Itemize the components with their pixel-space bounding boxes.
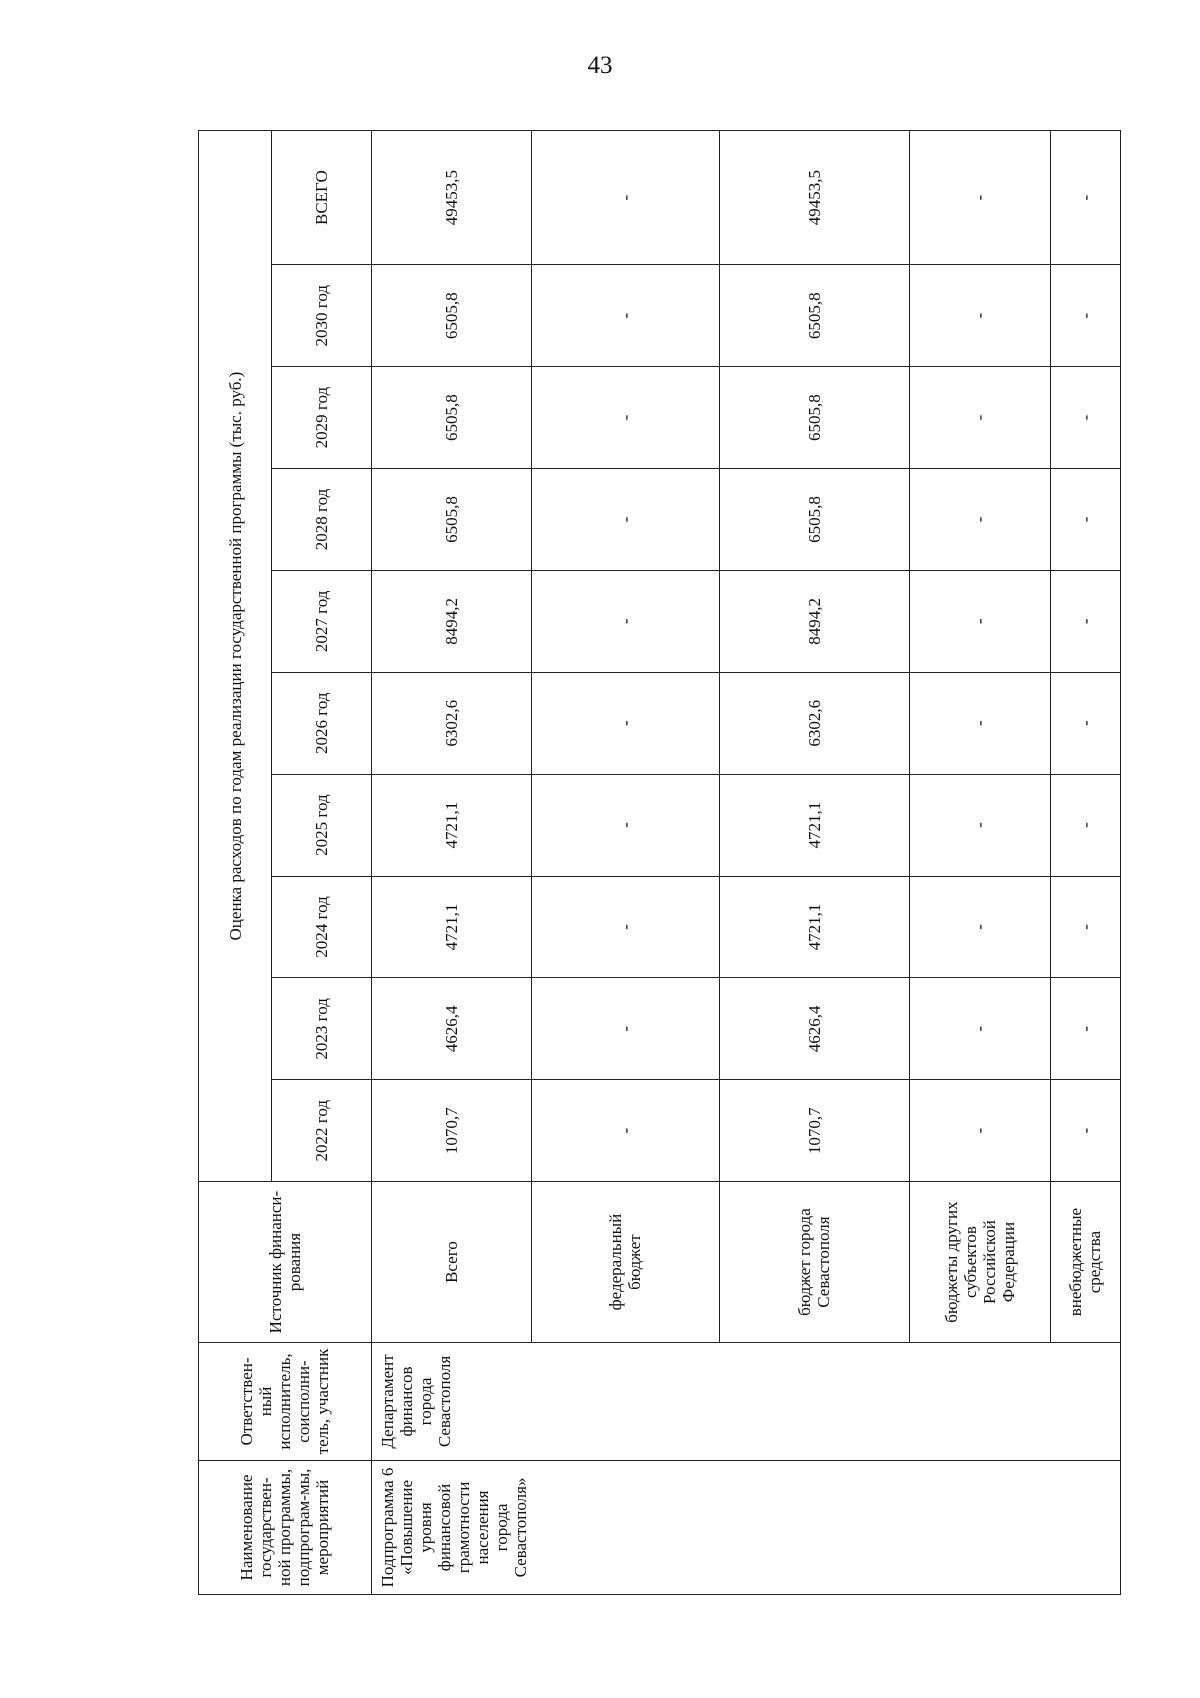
value-cell: - [910,570,1050,672]
value-cell: 6505,8 [719,469,910,571]
value-cell: - [532,265,720,367]
header-year: 2025 год [272,774,371,876]
header-year: 2029 год [272,367,371,469]
source-cell: федеральный бюджет [532,1182,720,1343]
source-cell: внебюджетные средства [1050,1182,1120,1343]
value-cell: 4626,4 [371,978,532,1080]
value-cell: - [1050,469,1120,571]
value-cell: - [1050,876,1120,978]
value-cell: 4721,1 [719,774,910,876]
value-cell: - [910,774,1050,876]
value-cell: 6505,8 [371,469,532,571]
header-responsible: Ответствен-ный исполнитель, соисполни-тель, участник [199,1343,372,1461]
header-total: ВСЕГО [272,131,371,265]
value-cell: - [532,876,720,978]
value-cell: 49453,5 [719,131,910,265]
value-cell: - [1050,1080,1120,1182]
value-cell: 4721,1 [719,876,910,978]
header-source: Источник финанси-рования [199,1182,372,1343]
source-cell: бюджет города Севастополя [719,1182,910,1343]
value-cell: - [1050,672,1120,774]
value-cell: - [532,469,720,571]
expenditure-table [198,130,1121,1595]
program-name-cell: Подпрограмма 6 «Повышение уровня финансовой грамотности населения города Севастополя» [371,1460,1120,1594]
header-year: 2030 год [272,265,371,367]
value-cell: - [1050,131,1120,265]
value-cell: - [910,1080,1050,1182]
header-year: 2023 год [272,978,371,1080]
value-cell: - [532,672,720,774]
source-cell: бюджеты других субъектов Российской Федерации [910,1182,1050,1343]
value-cell: - [532,774,720,876]
value-cell: 6505,8 [371,367,532,469]
value-cell: - [910,876,1050,978]
responsible-cell: Департамент финансов города Севастополя [371,1343,1120,1461]
value-cell: - [1050,367,1120,469]
value-cell: - [910,469,1050,571]
page-number: 43 [587,52,613,79]
value-cell: 4626,4 [719,978,910,1080]
value-cell: 8494,2 [719,570,910,672]
header-year: 2027 год [272,570,371,672]
value-cell: 6505,8 [371,265,532,367]
value-cell: - [910,131,1050,265]
value-cell: 4721,1 [371,774,532,876]
source-cell: Всего [371,1182,532,1343]
value-cell: 1070,7 [371,1080,532,1182]
header-name: Наименование государствен-ной программы, подпрограм-мы, мероприятий [199,1460,372,1594]
value-cell: 4721,1 [371,876,532,978]
value-cell: - [532,978,720,1080]
value-cell: 6302,6 [719,672,910,774]
value-cell: - [532,1080,720,1182]
value-cell: 1070,7 [719,1080,910,1182]
value-cell: - [910,672,1050,774]
value-cell: 6505,8 [719,265,910,367]
value-cell: - [1050,570,1120,672]
value-cell: - [910,265,1050,367]
value-cell: 49453,5 [371,131,532,265]
value-cell: 8494,2 [371,570,532,672]
value-cell: - [1050,774,1120,876]
rotated-table-container [198,130,1121,1595]
value-cell: - [910,367,1050,469]
value-cell: - [1050,265,1120,367]
value-cell: - [1050,978,1120,1080]
header-year: 2026 год [272,672,371,774]
value-cell: 6302,6 [371,672,532,774]
table-row [371,131,532,1595]
header-year: 2022 год [272,1080,371,1182]
value-cell: 6505,8 [719,367,910,469]
value-cell: - [532,131,720,265]
header-estimate-title: Оценка расходов по годам реализации государственной программы (тыс. руб.) [199,131,272,1182]
value-cell: - [910,978,1050,1080]
header-year: 2024 год [272,876,371,978]
value-cell: - [532,367,720,469]
header-row-title [199,131,272,1595]
value-cell: - [532,570,720,672]
header-year: 2028 год [272,469,371,571]
